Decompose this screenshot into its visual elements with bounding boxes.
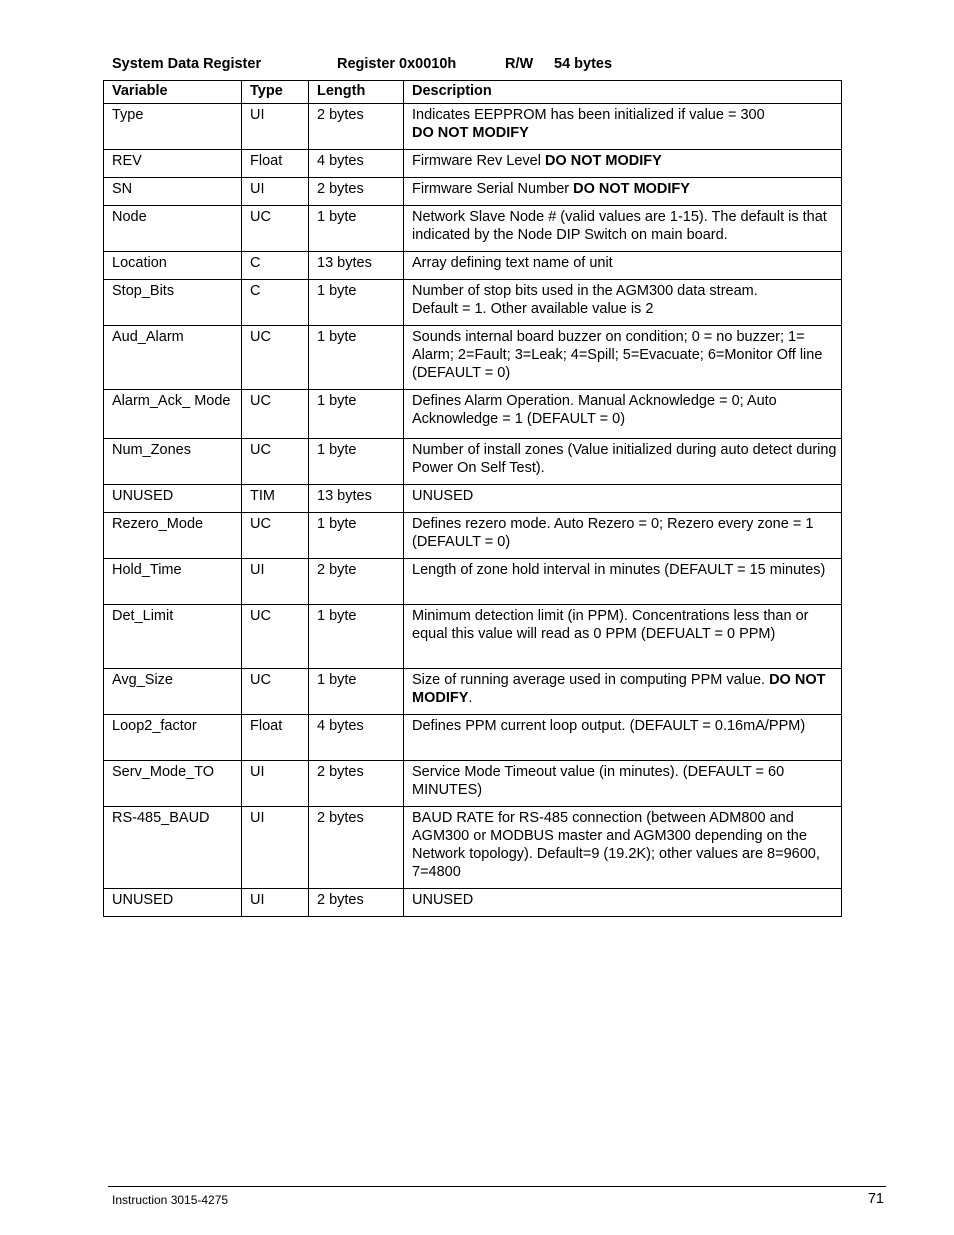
description-text: Default = 1. Other available value is 2	[412, 301, 654, 317]
type-cell: UC	[242, 605, 309, 669]
description-text: Size of running average used in computing PPM value.	[412, 672, 770, 688]
footer-rule	[108, 1186, 886, 1187]
description-cell	[404, 559, 842, 605]
type-cell: UI	[242, 761, 309, 807]
table-row	[104, 390, 842, 439]
column-header-length: Length	[309, 81, 404, 104]
length-cell: 13 bytes	[309, 485, 404, 513]
column-header-type: Type	[242, 81, 309, 104]
length-cell: 1 byte	[309, 326, 404, 390]
register-table	[103, 80, 842, 917]
table-row	[104, 715, 842, 761]
description-text: Network Slave Node # (valid values are 1-15). The default is that indicated by the Node DIP Switch on main board.	[412, 209, 827, 243]
description-cell	[404, 439, 842, 485]
description-emphasis: DO NOT MODIFY	[412, 125, 529, 141]
description-text: Defines PPM current loop output. (DEFAULT = 0.16mA/PPM)	[412, 718, 806, 734]
description-cell	[404, 761, 842, 807]
description-cell	[404, 206, 842, 252]
type-cell: UI	[242, 178, 309, 206]
description-emphasis: DO NOT MODIFY	[412, 672, 826, 706]
table-row	[104, 206, 842, 252]
register-header	[112, 56, 612, 72]
description-cell	[404, 104, 842, 150]
type-cell: Float	[242, 150, 309, 178]
type-cell: UI	[242, 559, 309, 605]
length-cell: 1 byte	[309, 605, 404, 669]
footer-document-id: Instruction 3015-4275	[112, 1193, 229, 1207]
table-row	[104, 150, 842, 178]
type-cell: C	[242, 280, 309, 326]
table-row	[104, 104, 842, 150]
description-cell	[404, 280, 842, 326]
length-cell: 13 bytes	[309, 252, 404, 280]
description-text: Service Mode Timeout value (in minutes). (DEFAULT = 60 MINUTES)	[412, 764, 785, 798]
table-row	[104, 326, 842, 390]
length-cell: 4 bytes	[309, 715, 404, 761]
variable-cell: SN	[104, 178, 242, 206]
description-text: Defines Alarm Operation. Manual Acknowledge = 0; Auto Acknowledge = 1 (DEFAULT = 0)	[412, 393, 777, 427]
length-cell: 1 byte	[309, 206, 404, 252]
length-cell: 1 byte	[309, 439, 404, 485]
type-cell: UC	[242, 206, 309, 252]
description-cell	[404, 150, 842, 178]
variable-cell: UNUSED	[104, 889, 242, 917]
type-cell: UI	[242, 807, 309, 889]
table-row	[104, 178, 842, 206]
type-cell: C	[242, 252, 309, 280]
description-text: Firmware Rev Level	[412, 153, 545, 169]
length-cell: 4 bytes	[309, 150, 404, 178]
description-text: .	[468, 690, 473, 706]
variable-cell: Stop_Bits	[104, 280, 242, 326]
table-header-row	[104, 81, 842, 104]
description-text: Indicates EEPPROM has been initialized if value = 300	[412, 107, 765, 123]
table-row	[104, 513, 842, 559]
variable-cell: Serv_Mode_TO	[104, 761, 242, 807]
type-cell: UI	[242, 889, 309, 917]
description-text: Minimum detection limit (in PPM). Concentrations less than or equal this value will read as 0 PPM (DEFUALT = 0 PPM)	[412, 608, 809, 642]
description-cell	[404, 889, 842, 917]
description-text: UNUSED	[412, 892, 474, 908]
register-access: R/W	[505, 56, 534, 72]
description-cell	[404, 485, 842, 513]
type-cell: UC	[242, 390, 309, 439]
register-address: Register 0x0010h	[337, 56, 457, 72]
table-row	[104, 605, 842, 669]
description-cell	[404, 252, 842, 280]
type-cell: TIM	[242, 485, 309, 513]
length-cell: 2 bytes	[309, 889, 404, 917]
length-cell: 2 bytes	[309, 178, 404, 206]
register-size: 54 bytes	[554, 56, 613, 72]
length-cell: 2 byte	[309, 559, 404, 605]
description-emphasis: DO NOT MODIFY	[544, 153, 662, 169]
description-cell	[404, 605, 842, 669]
description-cell	[404, 513, 842, 559]
length-cell: 2 bytes	[309, 104, 404, 150]
variable-cell: REV	[104, 150, 242, 178]
table-row	[104, 761, 842, 807]
description-text: Defines rezero mode. Auto Rezero = 0; Rezero every zone = 1 (DEFAULT = 0)	[412, 516, 814, 550]
description-cell	[404, 715, 842, 761]
type-cell: UI	[242, 104, 309, 150]
type-cell: Float	[242, 715, 309, 761]
description-cell	[404, 807, 842, 889]
variable-cell: Avg_Size	[104, 669, 242, 715]
description-text: UNUSED	[412, 488, 474, 504]
type-cell: UC	[242, 439, 309, 485]
variable-cell: RS-485_BAUD	[104, 807, 242, 889]
variable-cell: Alarm_Ack_ Mode	[104, 390, 242, 439]
description-text: Length of zone hold interval in minutes (DEFAULT = 15 minutes)	[412, 562, 826, 578]
table-row	[104, 559, 842, 605]
description-cell	[404, 178, 842, 206]
type-cell: UC	[242, 513, 309, 559]
table-row	[104, 669, 842, 715]
register-title: System Data Register	[112, 56, 262, 72]
table-row	[104, 439, 842, 485]
table-row	[104, 485, 842, 513]
description-cell	[404, 669, 842, 715]
length-cell: 1 byte	[309, 513, 404, 559]
type-cell: UC	[242, 326, 309, 390]
table-row	[104, 280, 842, 326]
length-cell: 2 bytes	[309, 761, 404, 807]
variable-cell: Node	[104, 206, 242, 252]
variable-cell: Hold_Time	[104, 559, 242, 605]
table-row	[104, 807, 842, 889]
variable-cell: Loop2_factor	[104, 715, 242, 761]
variable-cell: UNUSED	[104, 485, 242, 513]
length-cell: 1 byte	[309, 280, 404, 326]
length-cell: 1 byte	[309, 669, 404, 715]
variable-cell: Rezero_Mode	[104, 513, 242, 559]
table-row	[104, 889, 842, 917]
length-cell: 1 byte	[309, 390, 404, 439]
type-cell: UC	[242, 669, 309, 715]
variable-cell: Type	[104, 104, 242, 150]
length-cell: 2 bytes	[309, 807, 404, 889]
description-text: Sounds internal board buzzer on condition; 0 = no buzzer; 1= Alarm; 2=Fault; 3=Leak; 4=Spill; 5=Evacuate; 6=Monitor Off line (DEFAULT = 0)	[412, 329, 823, 381]
description-text: Firmware Serial Number	[412, 181, 574, 197]
description-text: Array defining text name of unit	[412, 255, 613, 271]
description-text: BAUD RATE for RS-485 connection (between ADM800 and AGM300 or MODBUS master and AGM300 depending on the Network topology). Default=9 (19.2K); other values are 8=9600, 7=4800	[412, 810, 820, 880]
column-header-variable: Variable	[104, 81, 242, 104]
description-cell	[404, 326, 842, 390]
description-emphasis: DO NOT MODIFY	[573, 181, 690, 197]
description-cell	[404, 390, 842, 439]
variable-cell: Num_Zones	[104, 439, 242, 485]
table-body	[104, 104, 842, 917]
variable-cell: Aud_Alarm	[104, 326, 242, 390]
variable-cell: Det_Limit	[104, 605, 242, 669]
variable-cell: Location	[104, 252, 242, 280]
table-row	[104, 252, 842, 280]
description-text: Number of install zones (Value initialized during auto detect during Power On Self Test).	[412, 442, 837, 476]
page-number: 71	[867, 1191, 884, 1207]
column-header-description: Description	[404, 81, 842, 104]
description-text: Number of stop bits used in the AGM300 data stream.	[412, 283, 758, 299]
